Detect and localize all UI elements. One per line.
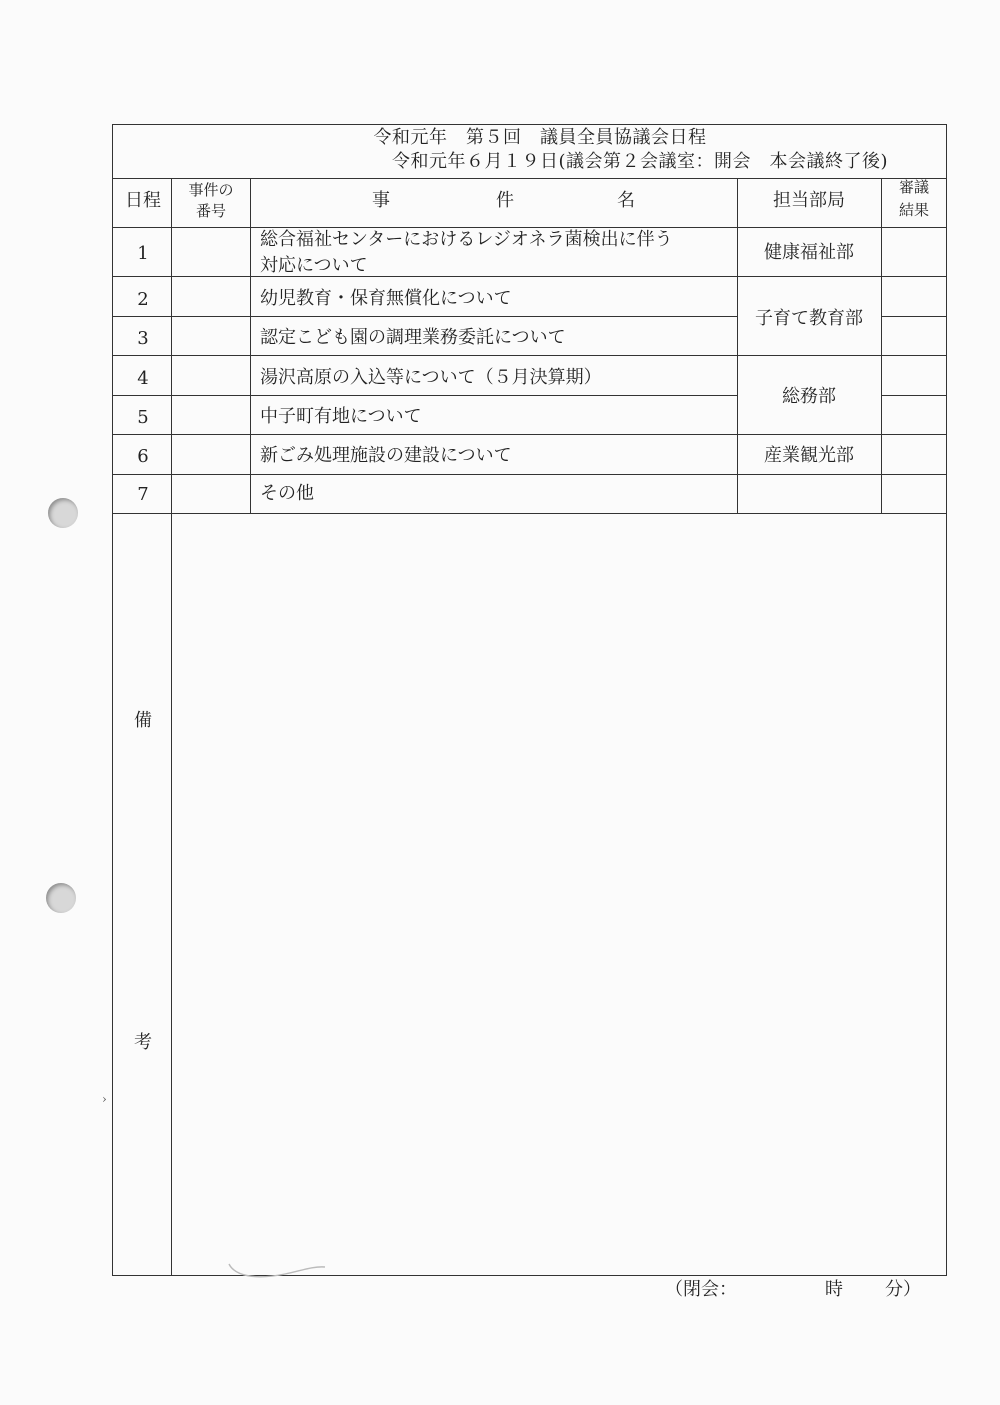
row-number: 6 <box>137 446 149 467</box>
department-general: 総務部 <box>782 386 836 407</box>
closing-label: （閉会： <box>665 1279 737 1300</box>
col-header-case-no-line1: 事件の <box>188 181 234 199</box>
col-header-case-name-1: 事 <box>372 190 390 211</box>
row-number: 1 <box>137 243 149 264</box>
row-number: 7 <box>137 484 149 505</box>
margin-mark-icon: › <box>102 1092 107 1106</box>
meeting-date-location: 令和元年６月１９日(議会第２会議室：開会 本会議終了後) <box>392 151 889 172</box>
punch-hole-top <box>48 498 78 528</box>
col-header-case-name-3: 名 <box>617 190 635 211</box>
case-name: 湯沢高原の入込等について（５月決算期） <box>260 367 602 388</box>
department-health: 健康福祉部 <box>764 242 854 263</box>
row-number: 2 <box>137 289 149 310</box>
case-name: 新ごみ処理施設の建設について <box>260 445 512 466</box>
col-header-case-name-2: 件 <box>496 190 514 211</box>
col-header-result-line1: 審議 <box>898 178 929 196</box>
col-header-department: 担当部局 <box>773 190 845 211</box>
remarks-label-char1: 備 <box>134 710 152 731</box>
case-name: 総合福祉センターにおけるレジオネラ菌検出に伴う <box>260 229 673 250</box>
case-name: 中子町有地について <box>260 406 422 427</box>
department-childcare: 子育て教育部 <box>755 308 863 329</box>
row-number: 3 <box>137 328 149 349</box>
case-name: 幼児教育・保育無償化について <box>260 288 512 309</box>
document-title: 令和元年 第５回 議員全員協議会日程 <box>373 127 707 148</box>
closing-hour-label: 時 <box>825 1279 843 1300</box>
case-name-continued: 対応について <box>260 255 368 276</box>
case-name: その他 <box>260 483 314 504</box>
remarks-label-char2: 考 <box>134 1032 152 1053</box>
punch-hole-bottom <box>46 883 76 913</box>
case-name: 認定こども園の調理業務委託について <box>260 327 566 348</box>
row-number: 5 <box>137 407 149 428</box>
closing-minute-label: 分） <box>885 1279 921 1300</box>
pencil-scribble-icon <box>225 1258 335 1286</box>
col-header-schedule: 日程 <box>125 190 161 211</box>
col-header-result-line2: 結果 <box>898 201 929 219</box>
department-industry: 産業観光部 <box>764 445 854 466</box>
row-number: 4 <box>137 368 149 389</box>
col-header-case-no-line2: 番号 <box>195 202 226 220</box>
schedule-table <box>112 124 947 1276</box>
